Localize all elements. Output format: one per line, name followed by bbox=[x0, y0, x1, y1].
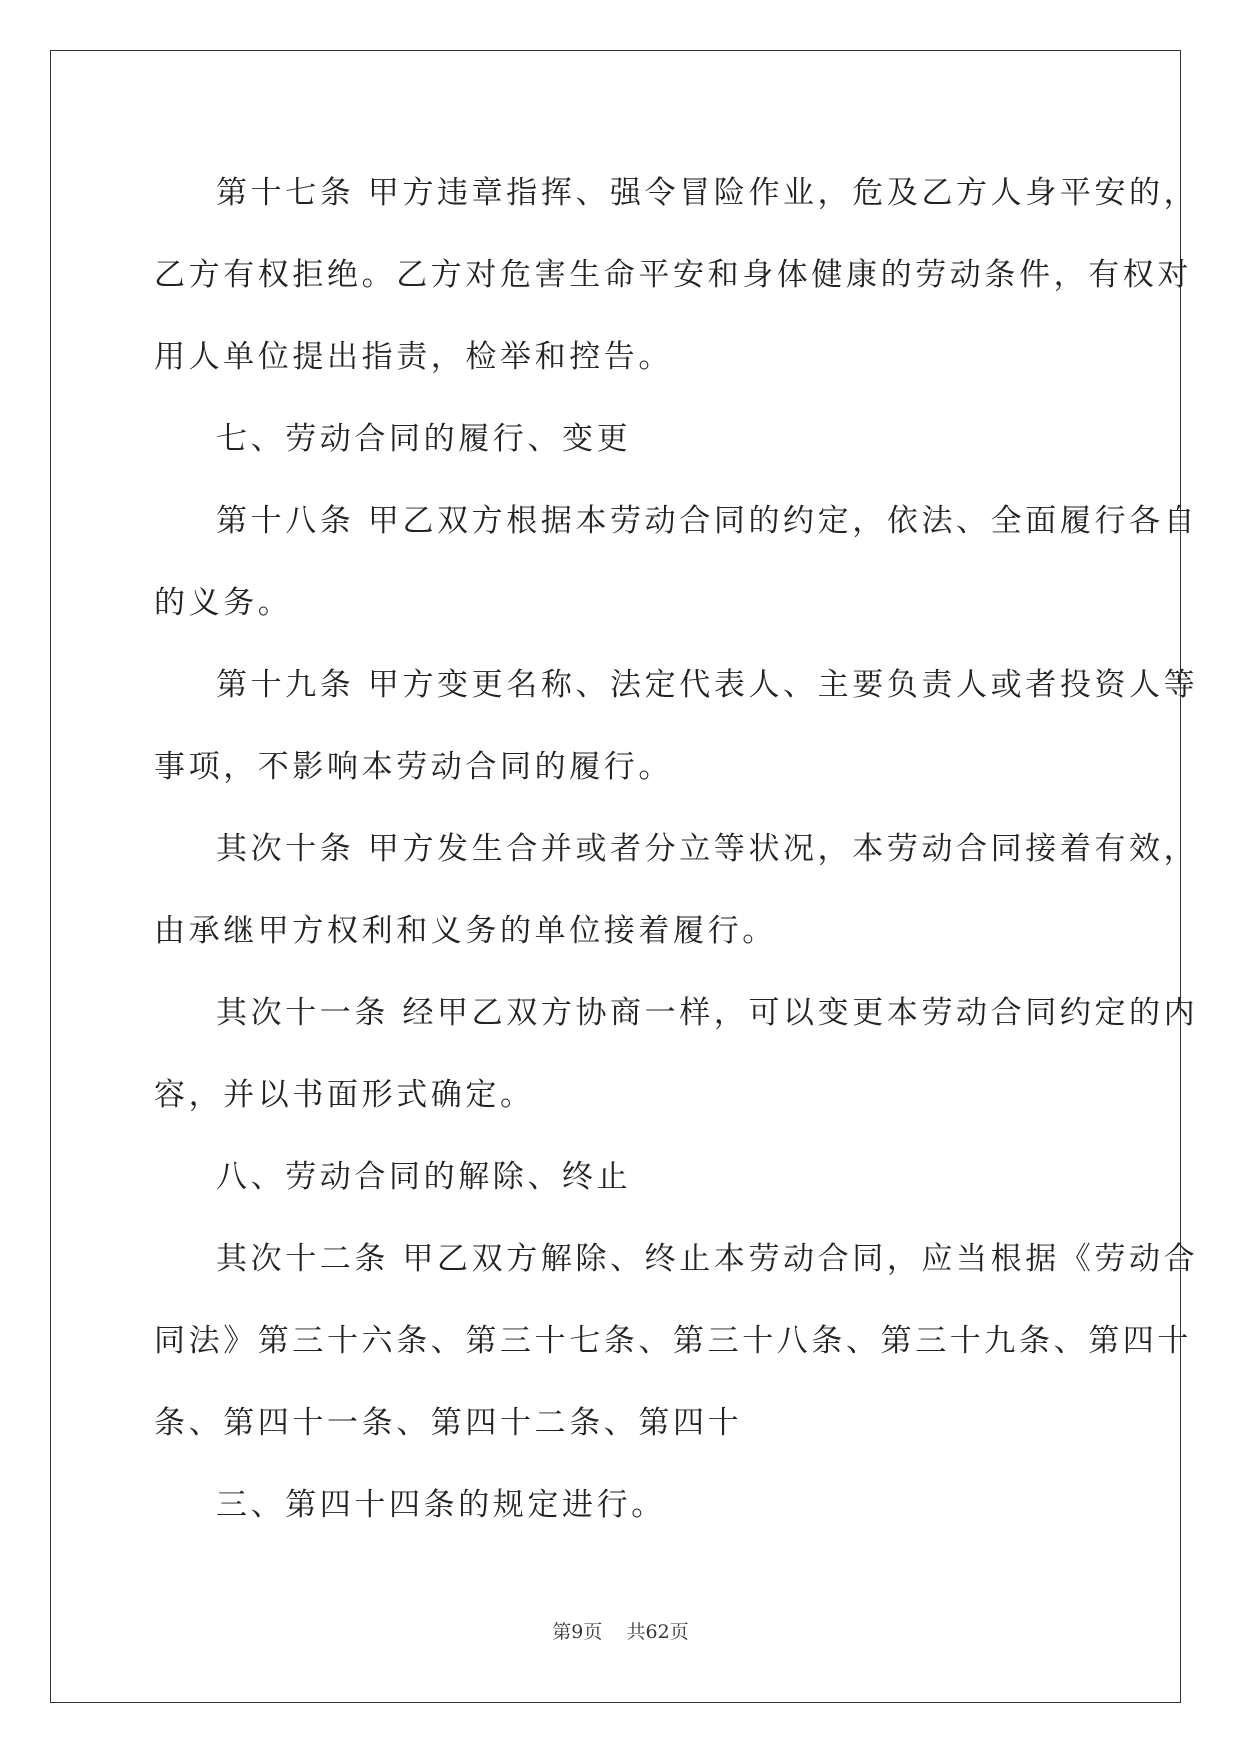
section-heading: 八、劳动合同的解除、终止 bbox=[216, 1159, 632, 1195]
section-heading: 七、劳动合同的履行、变更 bbox=[216, 421, 632, 457]
total-pages: 62 bbox=[645, 1621, 670, 1643]
paragraph-line: 乙方有权拒绝。乙方对危害生命平安和身体健康的劳动条件，有权对 bbox=[154, 257, 1192, 293]
paragraph-line: 事项，不影响本劳动合同的履行。 bbox=[154, 749, 673, 785]
paragraph-line: 第十九条 甲方变更名称、法定代表人、主要负责人或者投资人等 bbox=[216, 667, 1199, 703]
paragraph-line: 的义务。 bbox=[154, 585, 293, 621]
total-label-prefix: 共 bbox=[626, 1621, 646, 1643]
page-footer bbox=[0, 1617, 1241, 1644]
paragraph-line: 容，并以书面形式确定。 bbox=[154, 1077, 535, 1113]
page-label-suffix: 页 bbox=[583, 1621, 603, 1643]
paragraph-line: 第十七条 甲方违章指挥、强令冒险作业，危及乙方人身平安的， bbox=[216, 175, 1199, 211]
paragraph-line: 其次十二条 甲乙双方解除、终止本劳动合同，应当根据《劳动合 bbox=[216, 1241, 1199, 1277]
paragraph-line: 三、第四十四条的规定进行。 bbox=[216, 1487, 666, 1523]
page-label-prefix: 第 bbox=[552, 1621, 572, 1643]
paragraph-line: 其次十条 甲方发生合并或者分立等状况，本劳动合同接着有效， bbox=[216, 831, 1199, 867]
paragraph-line: 同法》第三十六条、第三十七条、第三十八条、第三十九条、第四十 bbox=[154, 1323, 1192, 1359]
paragraph-line: 其次十一条 经甲乙双方协商一样，可以变更本劳动合同约定的内 bbox=[216, 995, 1199, 1031]
page-number: 9 bbox=[571, 1621, 584, 1643]
total-label-suffix: 页 bbox=[669, 1621, 689, 1643]
paragraph-line: 第十八条 甲乙双方根据本劳动合同的约定，依法、全面履行各自 bbox=[216, 503, 1199, 539]
paragraph-line: 由承继甲方权利和义务的单位接着履行。 bbox=[154, 913, 777, 949]
paragraph-line: 条、第四十一条、第四十二条、第四十 bbox=[154, 1405, 743, 1441]
paragraph-line: 用人单位提出指责，检举和控告。 bbox=[154, 339, 673, 375]
